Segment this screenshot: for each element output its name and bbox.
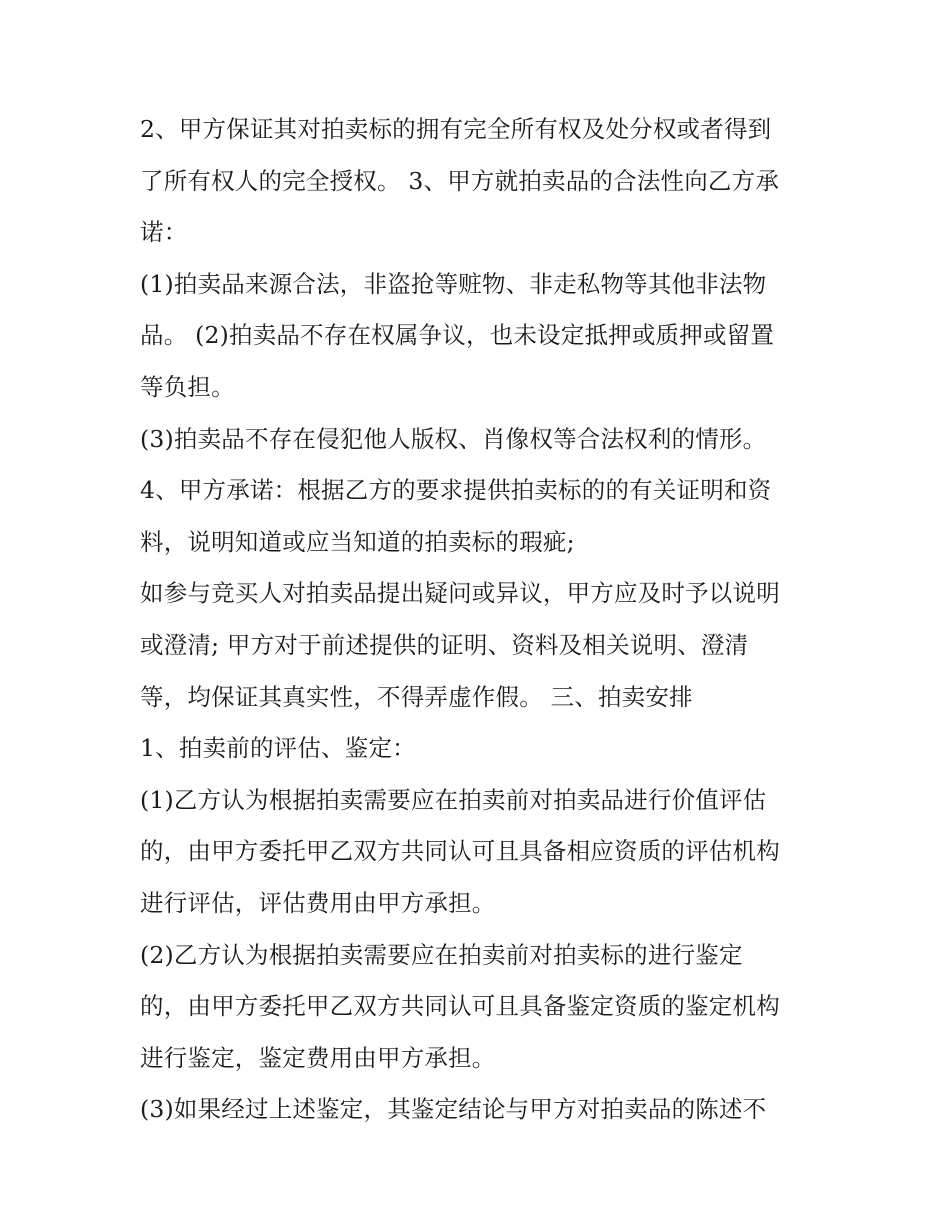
text-line: 进行鉴定，鉴定费用由甲方承担。 [140, 1043, 496, 1072]
text-line: 料，说明知道或应当知道的拍卖标的瑕疵; [140, 527, 575, 556]
text-line: 的，由甲方委托甲乙双方共同认可且具备鉴定资质的鉴定机构 [140, 992, 780, 1021]
text-line: 品。 (2)拍卖品不存在权属争议，也未设定抵押或质押或留置 [140, 321, 775, 350]
text-line: (1)乙方认为根据拍卖需要应在拍卖前对拍卖品进行价值评估 [140, 785, 767, 814]
text-line: 的，由甲方委托甲乙双方共同认可且具备相应资质的评估机构 [140, 837, 780, 866]
text-line: (1)拍卖品来源合法，非盗抢等赃物、非走私物等其他非法物 [140, 269, 767, 298]
text-line: 1、拍卖前的评估、鉴定： [140, 734, 416, 763]
text-line: (3)如果经过上述鉴定，其鉴定结论与甲方对拍卖品的陈述不 [140, 1095, 767, 1124]
text-line: 等，均保证其真实性，不得弄虚作假。 三、拍卖安排 [140, 682, 693, 711]
text-line: (3)拍卖品不存在侵犯他人版权、肖像权等合法权利的情形。 [140, 424, 767, 453]
text-line: (2)乙方认为根据拍卖需要应在拍卖前对拍卖标的进行鉴定 [140, 940, 743, 969]
text-line: 如参与竞买人对拍卖品提出疑问或异议，甲方应及时予以说明 [140, 579, 780, 608]
text-line: 进行评估，评估费用由甲方承担。 [140, 888, 496, 917]
document-body [140, 104, 830, 1136]
text-line: 或澄清; 甲方对于前述提供的证明、资料及相关说明、澄清 [140, 630, 749, 659]
text-line: 诺： [140, 218, 188, 247]
text-line: 等负担。 [140, 372, 235, 401]
text-line: 了所有权人的完全授权。 3、甲方就拍卖品的合法性向乙方承 [140, 166, 780, 195]
text-line: 2、甲方保证其对拍卖标的拥有完全所有权及处分权或者得到 [140, 115, 772, 143]
text-line: 4、甲方承诺：根据乙方的要求提供拍卖标的的有关证明和资 [140, 476, 772, 505]
